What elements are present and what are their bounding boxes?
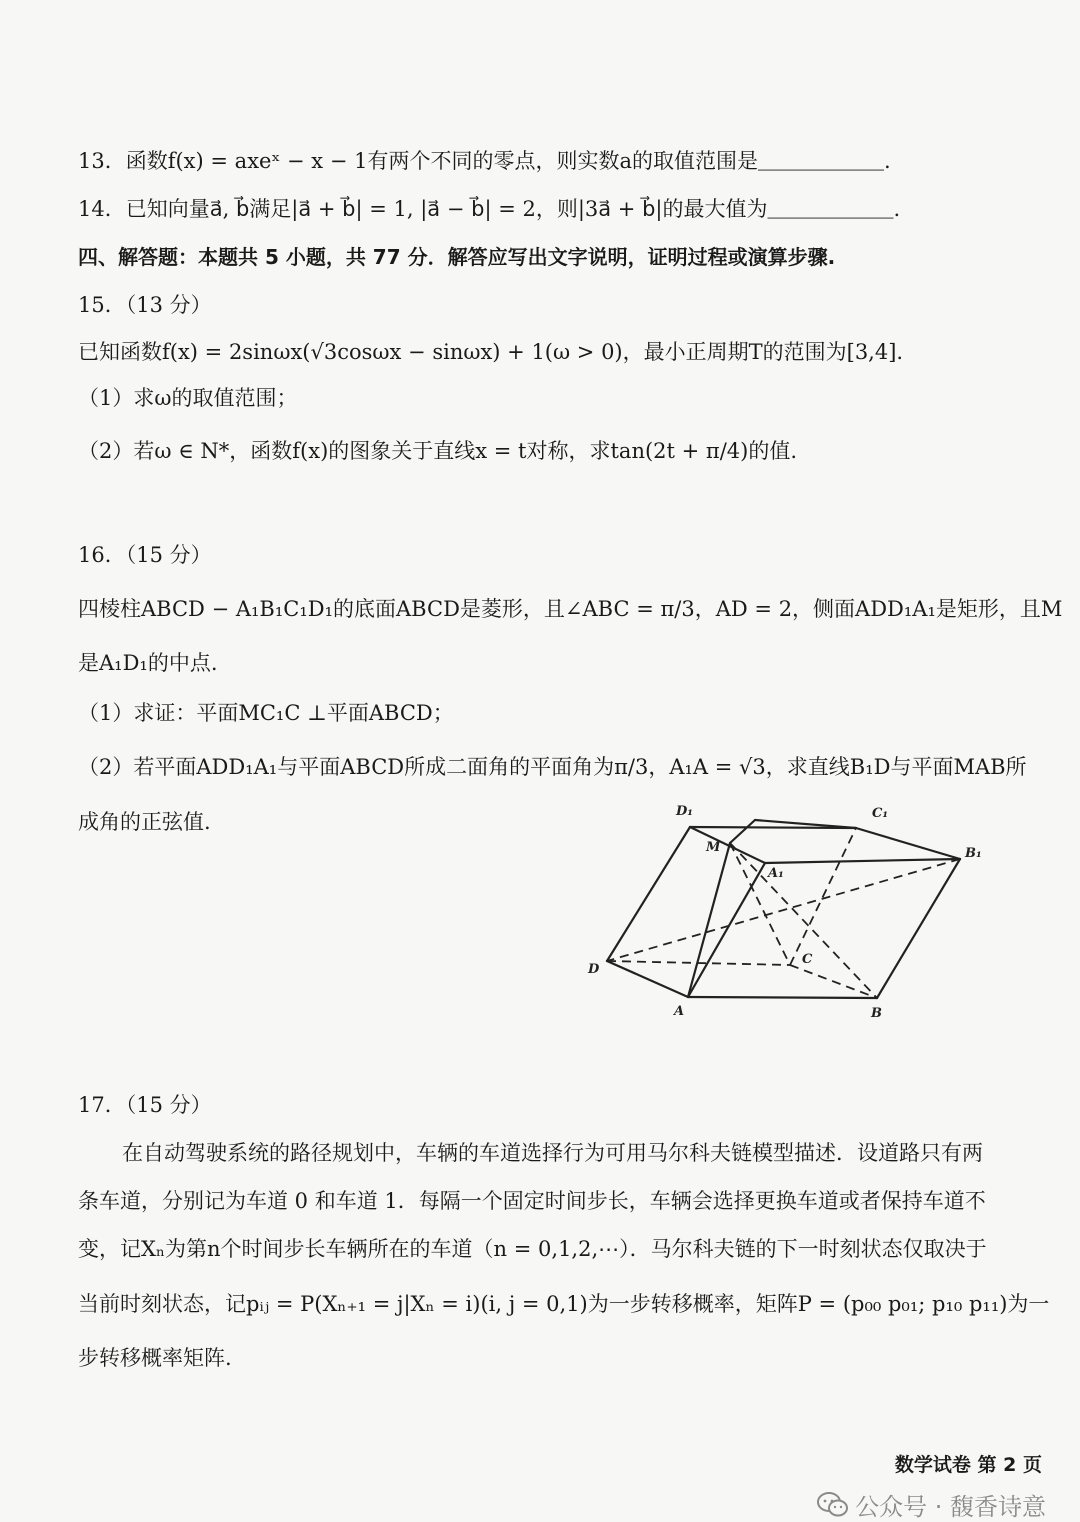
edge-b1-b <box>877 859 960 998</box>
question-17-paragraph-line-5: 步转移概率矩阵. <box>78 1346 232 1370</box>
label-c: C <box>802 952 813 967</box>
question-16-header: 16．（15 分） <box>78 543 212 567</box>
watermark-text: 公众号 · 馥香诗意 <box>855 1493 1046 1521</box>
question-16-stem-line-1: 四棱柱ABCD − A₁B₁C₁D₁的底面ABCD是菱形，且∠ABC = π/3，AD = 2，侧面ADD₁A₁是矩形，且M <box>78 597 1063 621</box>
watermark <box>817 1487 1046 1522</box>
question-17-paragraph-line-2: 条车道，分别记为车道 0 和车道 1．每隔一个固定时间步长，车辆会选择更换车道或者保持车道不 <box>78 1189 986 1213</box>
edge-a-b <box>688 997 877 998</box>
edge-c-b-hidden <box>790 965 877 998</box>
edge-d1-c1 <box>690 827 856 828</box>
label-b1: B₁ <box>965 846 982 861</box>
prism-figure <box>580 795 990 1030</box>
edge-c-c1-hidden <box>790 828 856 965</box>
edge-a-a1 <box>688 863 765 997</box>
question-16-part-2-line-1: （2）若平面ADD₁A₁与平面ABCD所成二面角的平面角为π/3，A₁A = √3，求直线B₁D与平面MAB所 <box>78 755 1027 779</box>
question-16-part-2-line-2: 成角的正弦值. <box>78 810 211 834</box>
label-c1: C₁ <box>872 806 889 821</box>
edge-m-b-hidden <box>730 843 877 998</box>
question-16-part-1: （1）求证：平面MC₁C ⊥平面ABCD； <box>78 701 454 725</box>
wechat-icon <box>817 1492 849 1518</box>
question-15-part-1: （1）求ω的取值范围； <box>78 386 298 410</box>
question-17-paragraph-line-3: 变，记Xₙ为第n个时间步长车辆所在的车道（n = 0,1,2,⋯）．马尔科夫链的下一时刻状态仅取决于 <box>78 1237 987 1261</box>
question-15-part-2: （2）若ω ∈ N*，函数f(x)的图象关于直线x = t对称，求tan(2t + π/4)的值. <box>78 439 798 463</box>
question-15-stem: 已知函数f(x) = 2sinωx(√3cosωx − sinωx) + 1(ω > 0)，最小正周期T的范围为[3,4]. <box>78 340 904 364</box>
section-heading-answers: 四、解答题：本题共 5 小题，共 77 分．解答应写出文字说明，证明过程或演算步骤. <box>78 245 836 269</box>
question-14: 14．已知向量a⃗, b⃗满足|a⃗ + b⃗| = 1, |a⃗ − b⃗| = 2，则|3a⃗ + b⃗|的最大值为＿＿＿＿＿＿. <box>78 197 901 221</box>
question-15-header: 15．（13 分） <box>78 293 212 317</box>
label-d1: D₁ <box>676 804 693 819</box>
edge-m-b <box>730 820 755 843</box>
question-16-stem-line-2: 是A₁D₁的中点. <box>78 651 218 675</box>
question-17-paragraph-line-4: 当前时刻状态，记pᵢⱼ = P(Xₙ₊₁ = j|Xₙ = i)(i, j = 0,1)为一步转移概率，矩阵P = (p₀₀ p₀₁; p₁₀ p₁₁)为一 <box>78 1292 1050 1316</box>
label-d: D <box>588 962 600 977</box>
page-footer: 数学试卷 第 2 页 <box>894 1454 1042 1476</box>
label-b: B <box>871 1006 882 1021</box>
label-a1: A₁ <box>768 866 784 881</box>
edge-d-d1 <box>607 827 690 961</box>
edge-m-a <box>688 843 730 997</box>
question-17-header: 17．（15 分） <box>78 1093 212 1117</box>
question-13: 13．函数f(x) = axeˣ − x − 1有两个不同的零点，则实数a的取值范围是＿＿＿＿＿＿. <box>78 149 891 173</box>
label-a: A <box>674 1004 685 1019</box>
edge-d-a <box>607 961 688 997</box>
edge-d1-a1 <box>690 827 765 863</box>
label-m: M <box>706 840 721 855</box>
edge-c1-b1 <box>856 828 960 859</box>
edge-a1-b1 <box>765 859 960 863</box>
question-17-paragraph-line-1: 在自动驾驶系统的路径规划中，车辆的车道选择行为可用马尔科夫链模型描述．设道路只有两 <box>122 1141 983 1165</box>
